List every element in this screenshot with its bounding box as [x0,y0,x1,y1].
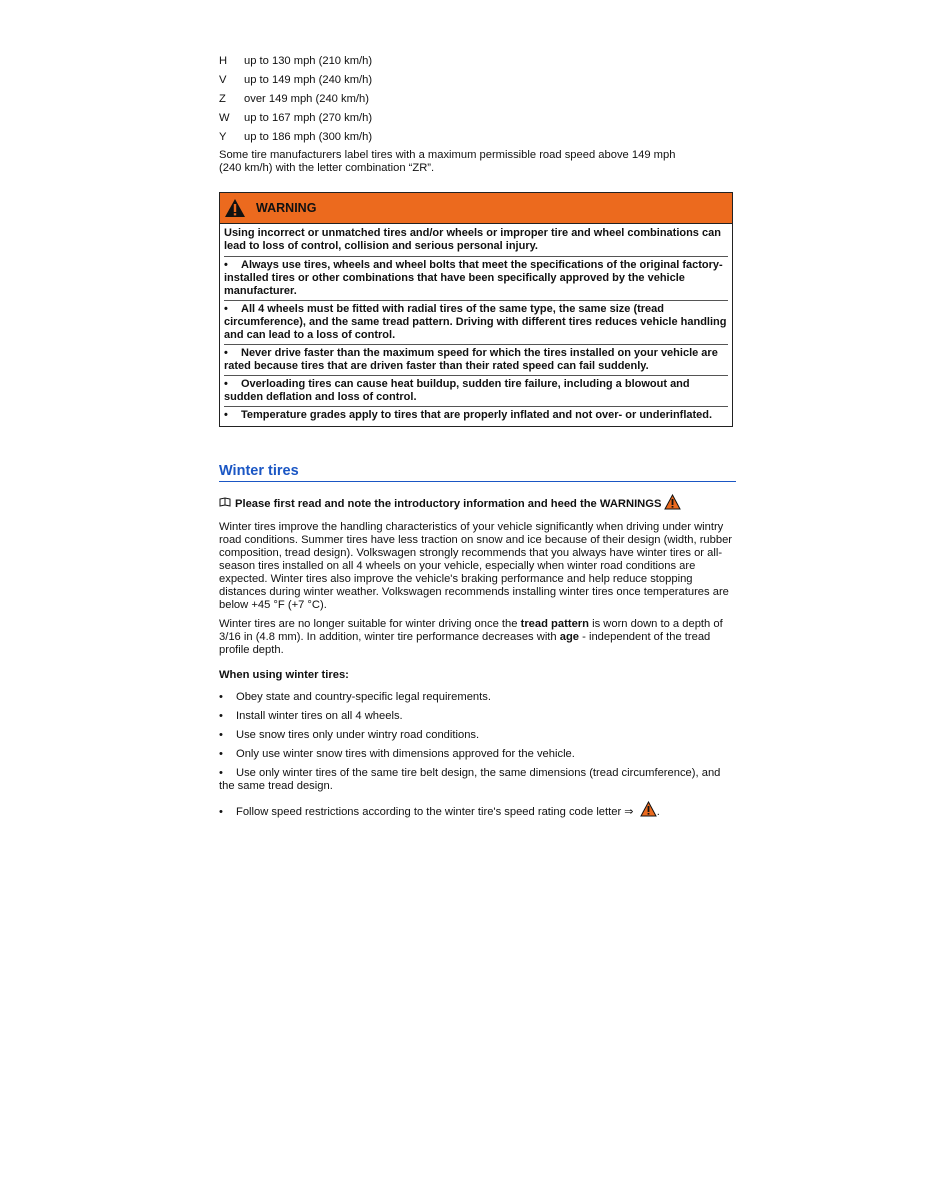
warning-triangle-icon[interactable] [640,801,657,821]
winter-paragraph: Winter tires improve the handling characteristics of your vehicle significantly when driving under wintry road conditions. Summer tires have less traction on snow and ice because of their design (width, rubber composition, tread design). Volkswagen strongly recommends that you always have winter tires or all-season tires installed on all 4 wheels on your vehicle, especially when winter road conditions are expected. Winter tires also improve the vehicle's braking performance and help reduce stopping distances during winter weather. Volkswagen recommends installing winter tires once temperatures are below +45 °F (+7 °C). [219,521,733,611]
warning-title: WARNING [256,200,317,215]
text-run: - independent of the tread profile depth. [219,631,711,656]
list-item [219,765,736,795]
bullet: • [224,259,228,271]
warning-item [224,406,728,424]
text-run: is worn down to a depth of 3/16 in (4.8 mm). In addition, winter tire performance decreases with [219,618,723,643]
list-item [219,727,736,744]
bullet: • [224,347,228,359]
warning-triangle-icon [664,494,681,514]
list-item [219,689,736,706]
speed-code: H [219,55,228,67]
list-item [219,746,736,763]
speed-desc: over 149 mph (240 km/h) [244,93,369,105]
read-note[interactable] [219,494,736,514]
speed-rating-row [219,109,736,128]
speed-rating-list [219,52,736,147]
bullet: • [224,409,228,421]
warning-item [224,344,728,375]
speed-code: W [219,112,230,124]
bullet: • [219,729,223,741]
warning-item [224,375,728,406]
text-run: Winter tires are no longer suitable for winter driving once the [219,618,521,630]
list-item-text: Follow speed restrictions according to the winter tire's speed rating code letter ⇒ [236,806,634,818]
speed-code: Y [219,131,227,143]
winter-paragraph [219,618,736,657]
warning-triangle-icon [224,198,246,218]
list-item-end: . [656,806,660,818]
list-item [219,708,736,725]
emphasis-text: tread pattern [520,618,589,630]
warning-item [224,256,728,300]
bullet: • [224,378,228,390]
page-content [219,52,736,825]
speed-code: Z [219,93,226,105]
winter-tips-list [219,689,736,823]
speed-desc: up to 149 mph (240 km/h) [244,74,373,86]
warning-intro: Using incorrect or unmatched tires and/or wheels or improper tire and wheel combinations can lead to loss of control, collision and serious personal injury. [224,227,721,252]
warning-header [220,193,732,224]
list-item-text: Obey state and country-specific legal requirements. [236,691,491,703]
warning-item-text: Overloading tires can cause heat buildup, sudden tire failure, including a blowout and sudden deflation and loss of control. [224,378,690,403]
zr-note-line: (240 km/h) with the letter combination “ZR”. [219,162,435,174]
speed-desc: up to 167 mph (270 km/h) [244,112,373,124]
warning-box [219,192,733,427]
bullet: • [219,691,223,703]
speed-rating-row [219,128,736,147]
warning-item-text: All 4 wheels must be fitted with radial tires of the same type, the same size (tread circumference), and the same tread pattern. Driving with different tires reduces vehicle handling and can lead to a loss of control. [224,303,727,341]
warning-item-text: Temperature grades apply to tires that are properly inflated and not over- or underinflated. [241,409,713,421]
list-item [219,799,736,823]
bullet: • [219,710,223,722]
speed-desc: up to 186 mph (300 km/h) [244,131,373,143]
zr-note-line: Some tire manufacturers label tires with a maximum permissible road speed above 149 mph [219,149,676,161]
speed-rating-row [219,52,736,71]
read-note-text: Please first read and note the introductory information and heed the WARNINGS [235,497,662,510]
list-item-text: Install winter tires on all 4 wheels. [236,710,403,722]
warning-body [220,224,732,426]
bullet: • [219,767,223,779]
warning-item-text: Always use tires, wheels and wheel bolts that meet the specifications of the original factory-installed tires or other combinations that have been specifically approved by the vehicle manufacturer. [224,259,723,297]
warning-item-text: Never drive faster than the maximum speed for which the tires installed on your vehicle are rated because tires that are driven faster than their rated speed can fail suddenly. [224,347,718,372]
zr-note [219,149,736,175]
bullet: • [219,748,223,760]
warning-item [224,300,728,344]
speed-rating-row [219,71,736,90]
speed-desc: up to 130 mph (210 km/h) [244,55,373,67]
emphasis-text: age [559,631,580,643]
subheading: When using winter tires: [219,669,349,681]
bullet: • [224,303,228,315]
list-item-text: Use only winter tires of the same tire belt design, the same dimensions (tread circumference), and the same tread design. [219,767,721,792]
speed-rating-row [219,90,736,109]
list-item-text: Only use winter snow tires with dimensions approved for the vehicle. [236,748,575,760]
list-item-text: Use snow tires only under wintry road conditions. [236,729,480,741]
section-title: Winter tires [219,465,736,482]
bullet: • [219,806,223,818]
book-icon [219,497,231,511]
speed-code: V [219,74,227,86]
